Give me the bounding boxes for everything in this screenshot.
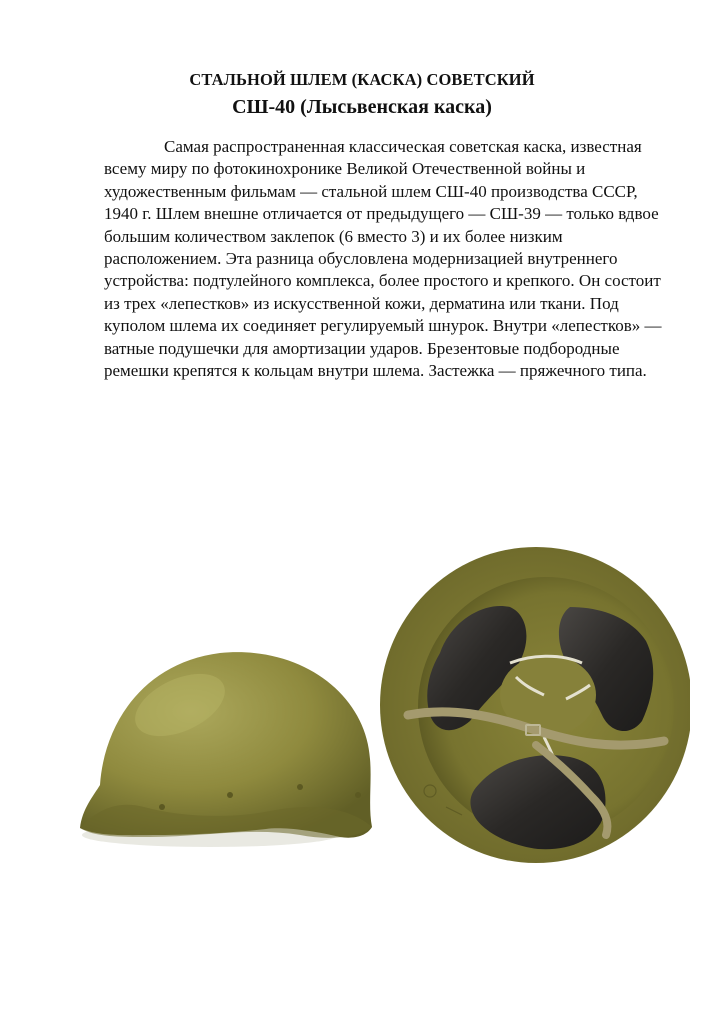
paragraph-line: ватные подушечки для амортизации ударов. Брезентовые подбородные bbox=[104, 338, 620, 358]
paragraph-line: художественным фильмам — стальной шлем СШ-40 производства СССР, bbox=[104, 181, 638, 201]
document-title-line-2: СШ-40 (Лысьвенская каска) bbox=[232, 96, 492, 118]
body-paragraph bbox=[104, 136, 672, 382]
paragraph-line: из трех «лепестков» из искусственной кожи, дерматина или ткани. Под bbox=[104, 293, 619, 313]
paragraph-line: устройства: подтулейного комплекса, более простого и крепкого. Он состоит bbox=[104, 271, 661, 291]
helmet-interior bbox=[380, 547, 690, 863]
helmet-exterior bbox=[80, 652, 372, 847]
paragraph-line: всему миру по фотокинохронике Великой Отечественной войны и bbox=[104, 159, 586, 179]
paragraph-line: ремешки крепятся к кольцам внутри шлема. Застежка — пряжечного типа. bbox=[104, 361, 647, 381]
paragraph-line: куполом шлема их соединяет регулируемый шнурок. Внутри «лепестков» — bbox=[104, 316, 662, 336]
paragraph-line: расположением. Эта разница обусловлена модернизацией внутреннего bbox=[104, 249, 618, 269]
paragraph-line: 1940 г. Шлем внешне отличается от предыдущего — СШ-39 — только вдвое bbox=[104, 204, 659, 224]
paragraph-line: Самая распространенная классическая советская каска, известная bbox=[164, 137, 642, 156]
paragraph-line: большим количеством заклепок (6 вместо 3) и их более низким bbox=[104, 226, 563, 246]
document-title-line-1: СТАЛЬНОЙ ШЛЕМ (КАСКА) СОВЕТСКИЙ bbox=[189, 70, 535, 89]
helmet-photo bbox=[70, 545, 690, 885]
